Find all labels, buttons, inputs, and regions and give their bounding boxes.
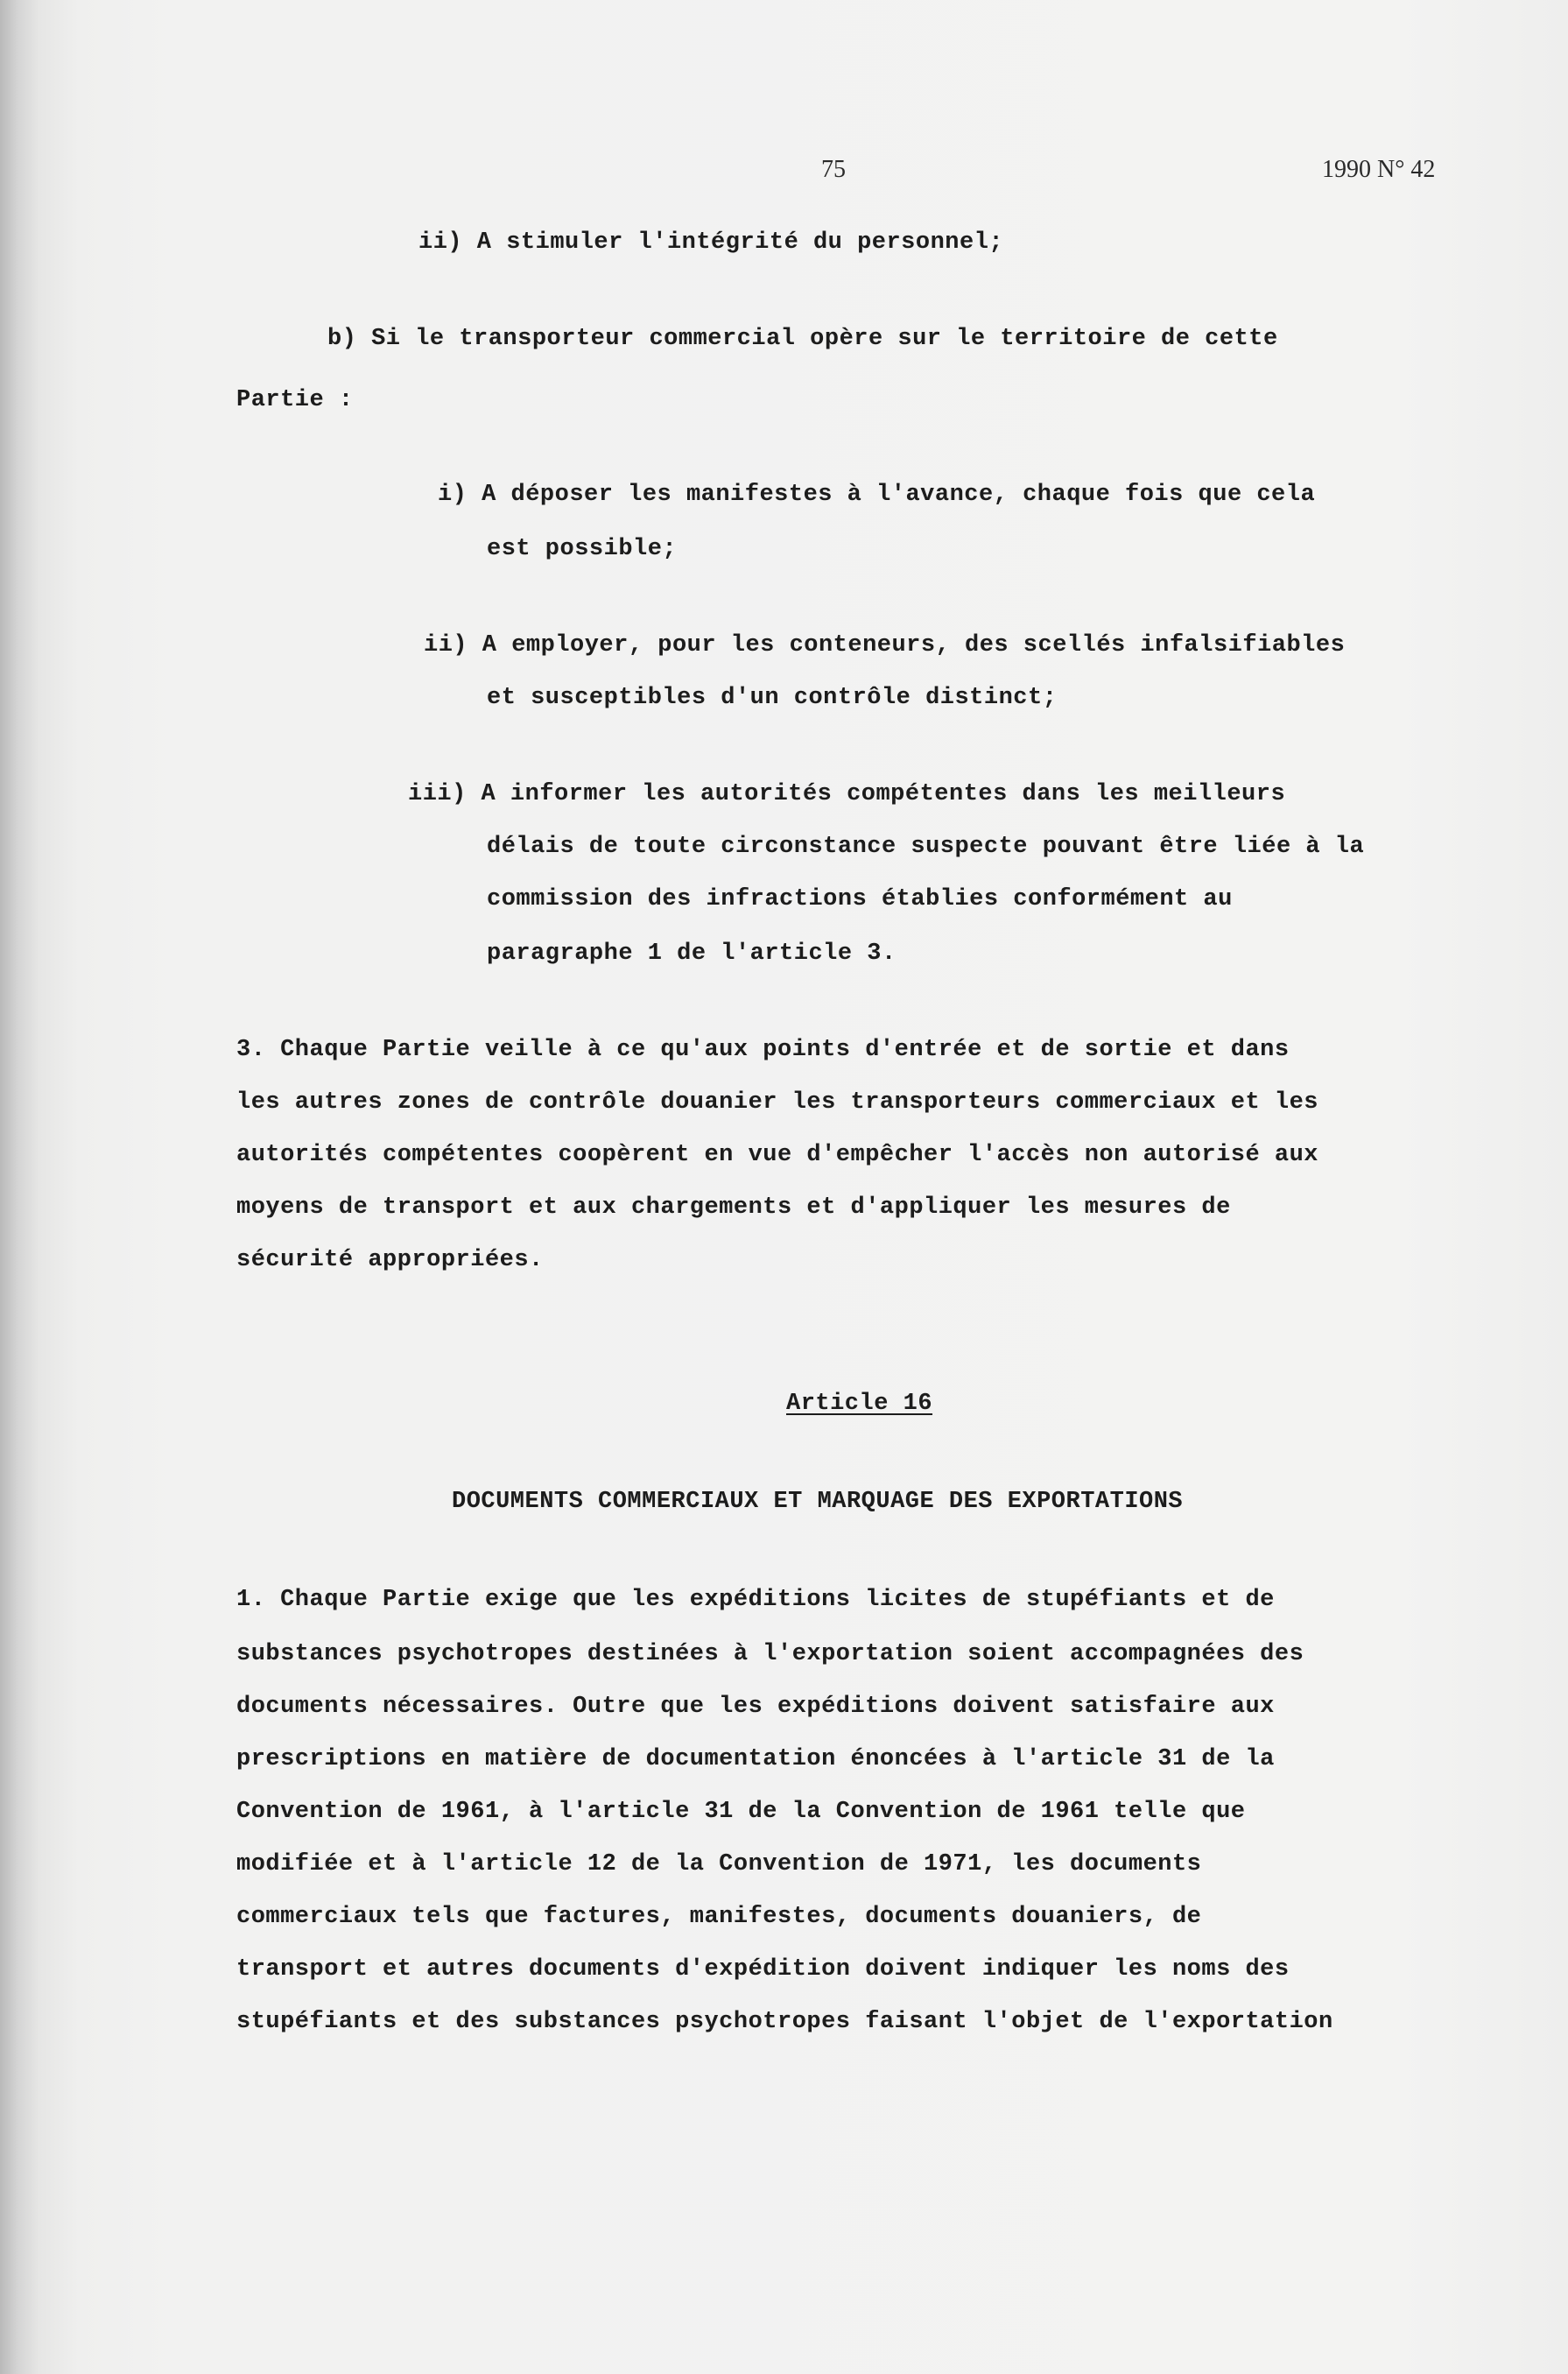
text-line: délais de toute circonstance suspecte pouvant être liée à la xyxy=(487,834,1365,860)
text-line: 3. Chaque Partie veille à ce qu'aux points d'entrée et de sortie et dans xyxy=(236,1037,1290,1063)
text-line: stupéfiants et des substances psychotropes faisant l'objet de l'exportation xyxy=(236,2009,1333,2035)
page-number: 75 xyxy=(821,156,846,183)
text-line: ii) A employer, pour les conteneurs, des scellés infalsifiables xyxy=(424,632,1346,659)
text-line: i) A déposer les manifestes à l'avance, chaque fois que cela xyxy=(438,482,1316,508)
text-line: paragraphe 1 de l'article 3. xyxy=(487,940,897,967)
text-line: commission des infractions établies conformément au xyxy=(487,886,1233,912)
section-heading: DOCUMENTS COMMERCIAUX ET MARQUAGE DES EXPORTATIONS xyxy=(452,1489,1184,1515)
gazette-reference: 1990 N° 42 xyxy=(1322,156,1436,183)
text-line: substances psychotropes destinées à l'exportation soient accompagnées des xyxy=(236,1641,1304,1667)
text-line: iii) A informer les autorités compétentes dans les meilleurs xyxy=(408,781,1286,807)
text-line: modifiée et à l'article 12 de la Convention de 1971, les documents xyxy=(236,1851,1202,1877)
text-line: Partie : xyxy=(236,387,354,413)
page-header xyxy=(0,156,1568,191)
text-line: sécurité appropriées. xyxy=(236,1247,544,1273)
text-line: autorités compétentes coopèrent en vue d'empêcher l'accès non autorisé aux xyxy=(236,1142,1318,1168)
article-heading: Article 16 xyxy=(786,1391,933,1417)
text-line: et susceptibles d'un contrôle distinct; xyxy=(487,685,1058,711)
text-line: commerciaux tels que factures, manifestes, documents douaniers, de xyxy=(236,1904,1202,1930)
text-line: est possible; xyxy=(487,536,678,562)
text-line: les autres zones de contrôle douanier les transporteurs commerciaux et les xyxy=(236,1089,1318,1116)
text-line: documents nécessaires. Outre que les expéditions doivent satisfaire aux xyxy=(236,1694,1275,1720)
text-line: 1. Chaque Partie exige que les expéditions licites de stupéfiants et de xyxy=(236,1587,1275,1613)
text-line: transport et autres documents d'expédition doivent indiquer les noms des xyxy=(236,1956,1290,1983)
text-line: moyens de transport et aux chargements et d'appliquer les mesures de xyxy=(236,1194,1231,1221)
text-line: ii) A stimuler l'intégrité du personnel; xyxy=(418,229,1004,256)
text-line: prescriptions en matière de documentation énoncées à l'article 31 de la xyxy=(236,1746,1275,1772)
text-line: b) Si le transporteur commercial opère sur le territoire de cette xyxy=(327,326,1278,352)
text-line: Convention de 1961, à l'article 31 de la Convention de 1961 telle que xyxy=(236,1799,1246,1825)
